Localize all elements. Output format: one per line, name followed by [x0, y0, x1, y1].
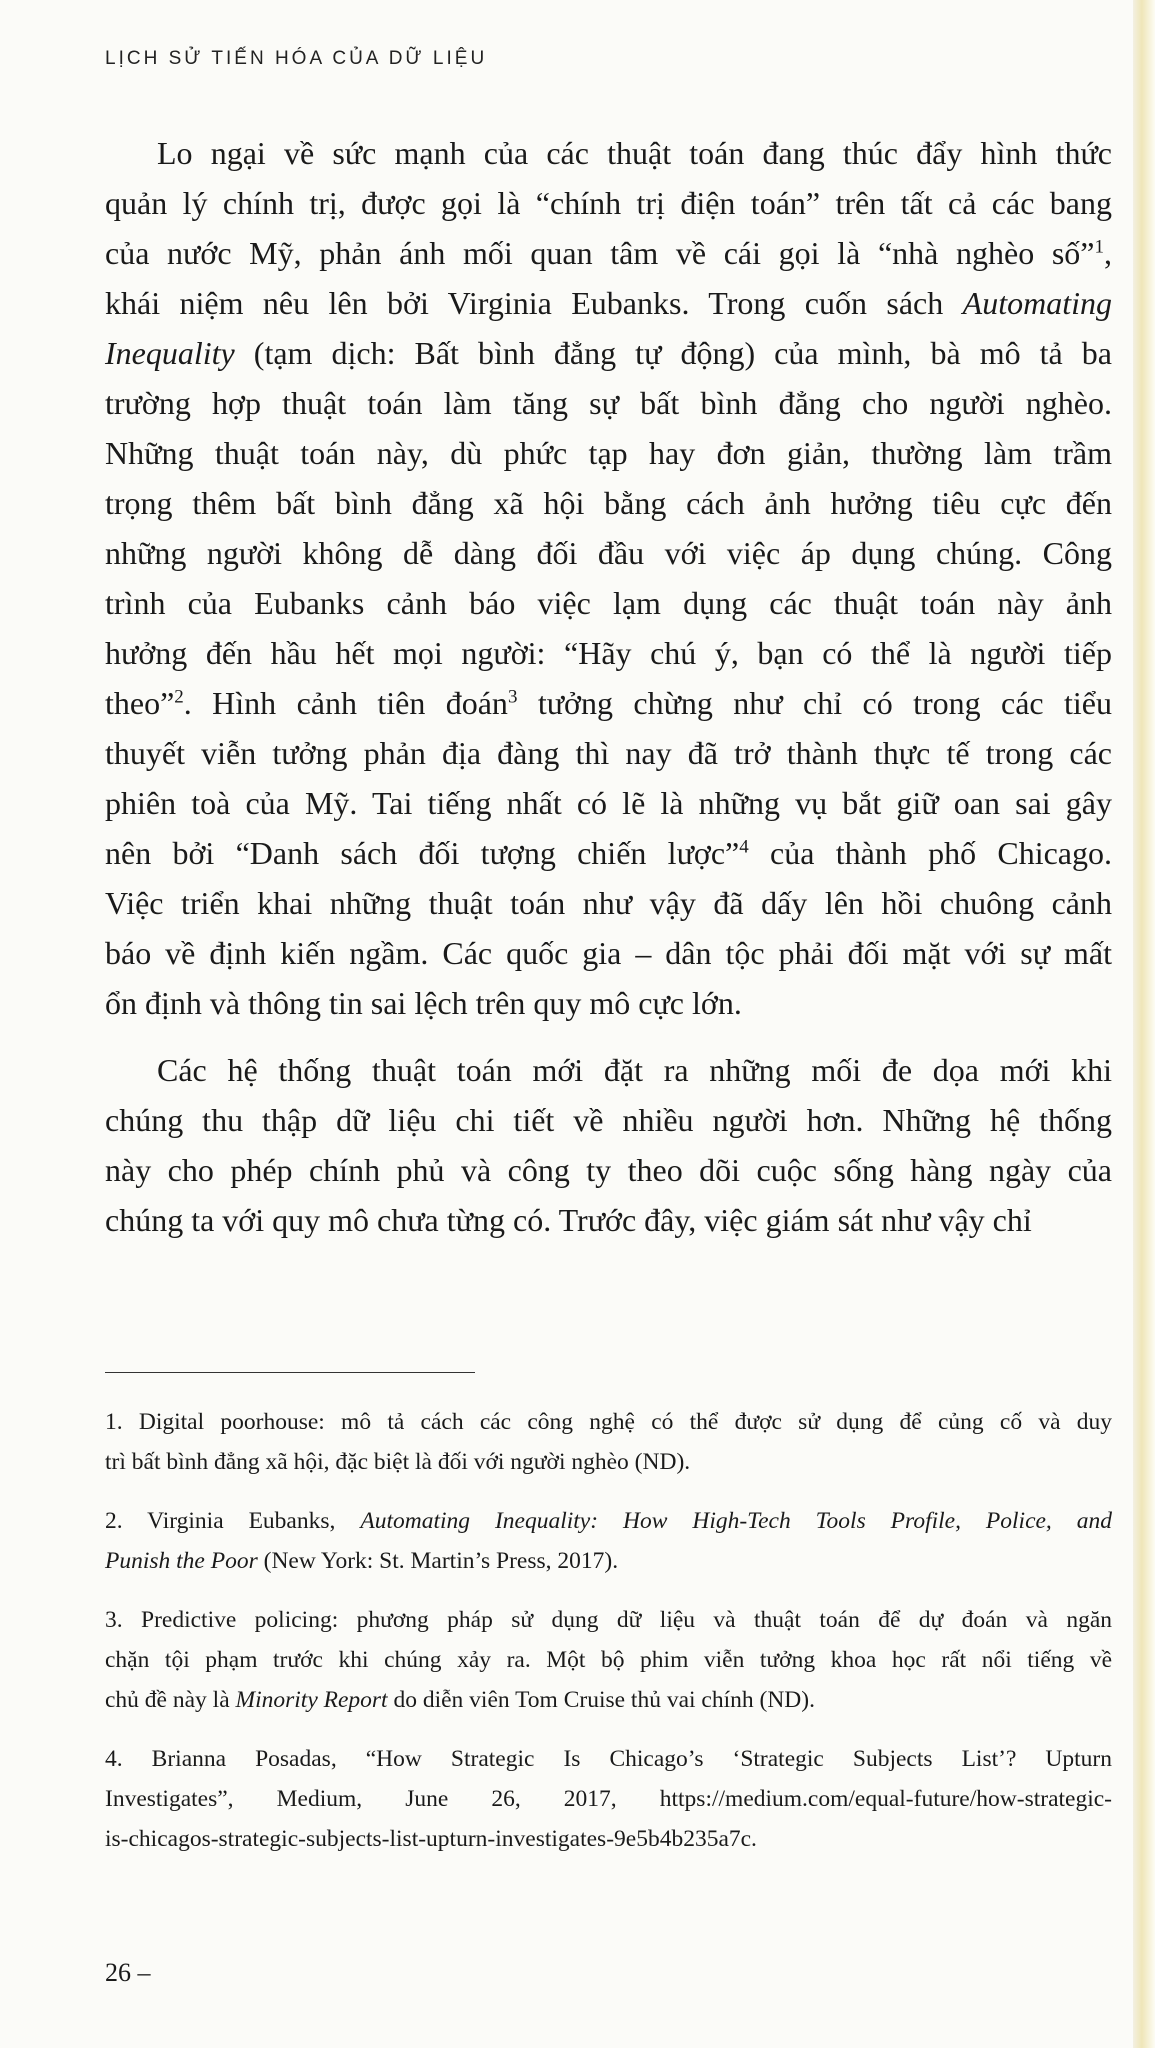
text-run: 4. Brianna Posadas, “How Strategic Is Chicago’s ‘Strategic Subjects List’? Upturn — [105, 1746, 1112, 1772]
text-run: 1. Digital poorhouse: mô tả cách các công nghệ có thể được sử dụng để củng cố và duy — [105, 1409, 1112, 1435]
footnote — [105, 1600, 1112, 1720]
text-run: is-chicagos-strategic-subjects-list-upturn-investigates-9e5b4b235a7c. — [105, 1826, 757, 1852]
italic-title: Automating Inequality: How High-Tech Tools Profile, Police, and — [360, 1508, 1113, 1534]
text-line — [105, 1739, 1112, 1779]
text-run: , — [1104, 235, 1112, 271]
text-run: thuyết viễn tưởng phản địa đàng thì nay đã trở thành thực tế trong các — [105, 735, 1112, 771]
text-run: Các hệ thống thuật toán mới đặt ra những mối đe dọa mới khi — [157, 1052, 1112, 1088]
italic-title: Inequality — [105, 335, 235, 371]
text-line — [105, 928, 1112, 978]
text-line — [105, 1195, 1112, 1245]
text-line — [105, 428, 1112, 478]
text-line — [105, 1680, 1112, 1720]
text-run: 2. Virginia Eubanks, — [105, 1508, 361, 1534]
footnote — [105, 1739, 1112, 1859]
text-run: báo về định kiến ngầm. Các quốc gia – dân tộc phải đối mặt với sự mất — [105, 935, 1112, 971]
page-number: 26 – — [105, 1958, 151, 1987]
footnote — [105, 1501, 1112, 1581]
text-run: chặn tội phạm trước khi chúng xảy ra. Một bộ phim viễn tưởng khoa học rất nổi tiếng về — [105, 1647, 1112, 1673]
text-run: nên bởi “Danh sách đối tượng chiến lược” — [105, 835, 740, 871]
text-line — [105, 1819, 1112, 1859]
text-run: phiên toà của Mỹ. Tai tiếng nhất có lẽ là những vụ bắt giữ oan sai gây — [105, 785, 1112, 821]
text-line — [105, 628, 1112, 678]
text-line — [105, 128, 1112, 178]
text-line — [105, 1501, 1112, 1541]
paragraph — [105, 1045, 1112, 1245]
text-line — [105, 1640, 1112, 1680]
text-run: do diễn viên Tom Cruise thủ vai chính (ND). — [387, 1687, 815, 1713]
text-run: chúng thu thập dữ liệu chi tiết về nhiều người hơn. Những hệ thống — [105, 1102, 1112, 1138]
text-run: ổn định và thông tin sai lệch trên quy mô cực lớn. — [105, 985, 742, 1021]
text-run: (New York: St. Martin’s Press, 2017). — [257, 1548, 619, 1574]
text-run: Việc triển khai những thuật toán như vậy đã dấy lên hồi chuông cảnh — [105, 885, 1112, 921]
text-run: trọng thêm bất bình đẳng xã hội bằng cách ảnh hưởng tiêu cực đến — [105, 485, 1112, 521]
text-line — [105, 1779, 1112, 1819]
text-line — [105, 778, 1112, 828]
text-line — [105, 228, 1112, 278]
footnote — [105, 1402, 1112, 1482]
text-line — [105, 1045, 1112, 1095]
footnotes — [105, 1402, 1112, 1878]
text-run: trường hợp thuật toán làm tăng sự bất bình đẳng cho người nghèo. — [105, 385, 1112, 421]
text-run: của thành phố Chicago. — [748, 835, 1113, 871]
text-run: chủ đề này là — [105, 1687, 236, 1713]
paragraph — [105, 128, 1112, 1028]
text-line — [105, 678, 1112, 728]
text-run: trì bất bình đẳng xã hội, đặc biệt là đối với người nghèo (ND). — [105, 1449, 691, 1475]
footnote-marker: 2 — [174, 686, 184, 708]
text-run: khái niệm nêu lên bởi Virginia Eubanks. Trong cuốn sách — [105, 285, 963, 321]
running-header: LỊCH SỬ TIẾN HÓA CỦA DỮ LIỆU — [105, 48, 488, 69]
text-run: trình của Eubanks cảnh báo việc lạm dụng các thuật toán này ảnh — [105, 585, 1112, 621]
text-line — [105, 578, 1112, 628]
text-line — [105, 1095, 1112, 1145]
footnote-marker: 1 — [1094, 236, 1104, 258]
text-line — [105, 978, 1112, 1028]
text-run: của nước Mỹ, phản ánh mối quan tâm về cái gọi là “nhà nghèo số” — [105, 235, 1095, 271]
text-run: này cho phép chính phủ và công ty theo dõi cuộc sống hàng ngày của — [105, 1152, 1112, 1188]
italic-title: Punish the Poor — [105, 1548, 258, 1574]
text-line — [105, 1600, 1112, 1640]
text-run: 3. Predictive policing: phương pháp sử dụng dữ liệu và thuật toán để dự đoán và ngăn — [105, 1607, 1112, 1633]
text-line — [105, 528, 1112, 578]
italic-title: Automating — [962, 285, 1112, 321]
text-run: chúng ta với quy mô chưa từng có. Trước đây, việc giám sát như vậy chỉ — [105, 1202, 1032, 1238]
text-line — [105, 278, 1112, 328]
text-line — [105, 728, 1112, 778]
text-line — [105, 1442, 1112, 1482]
text-line — [105, 478, 1112, 528]
text-line — [105, 178, 1112, 228]
text-run: Những thuật toán này, dù phức tạp hay đơn giản, thường làm trầm — [105, 435, 1112, 471]
text-line — [105, 378, 1112, 428]
italic-title: Minority Report — [235, 1687, 388, 1713]
footnote-marker: 4 — [739, 836, 749, 858]
text-line — [105, 328, 1112, 378]
footnote-marker: 3 — [507, 686, 518, 708]
text-line — [105, 828, 1112, 878]
page-edge — [1133, 0, 1155, 2048]
text-run: Lo ngại về sức mạnh của các thuật toán đang thúc đẩy hình thức — [157, 135, 1112, 171]
text-line — [105, 1145, 1112, 1195]
text-run: . Hình cảnh tiên đoán — [183, 685, 508, 721]
text-run: theo” — [105, 685, 175, 721]
text-line — [105, 1541, 1112, 1581]
body-text — [105, 128, 1112, 1262]
text-line — [105, 1402, 1112, 1442]
text-run: Investigates”, Medium, June 26, 2017, https://medium.com/equal-future/how-strategic- — [105, 1786, 1112, 1812]
text-run: hưởng đến hầu hết mọi người: “Hãy chú ý, bạn có thể là người tiếp — [105, 635, 1112, 671]
text-run: những người không dễ dàng đối đầu với việc áp dụng chúng. Công — [105, 535, 1112, 571]
text-run: tưởng chừng như chỉ có trong các tiểu — [517, 685, 1113, 721]
text-run: (tạm dịch: Bất bình đẳng tự động) của mình, bà mô tả ba — [234, 335, 1112, 371]
text-run: quản lý chính trị, được gọi là “chính trị điện toán” trên tất cả các bang — [105, 185, 1112, 221]
text-line — [105, 878, 1112, 928]
footnote-divider — [105, 1372, 475, 1373]
